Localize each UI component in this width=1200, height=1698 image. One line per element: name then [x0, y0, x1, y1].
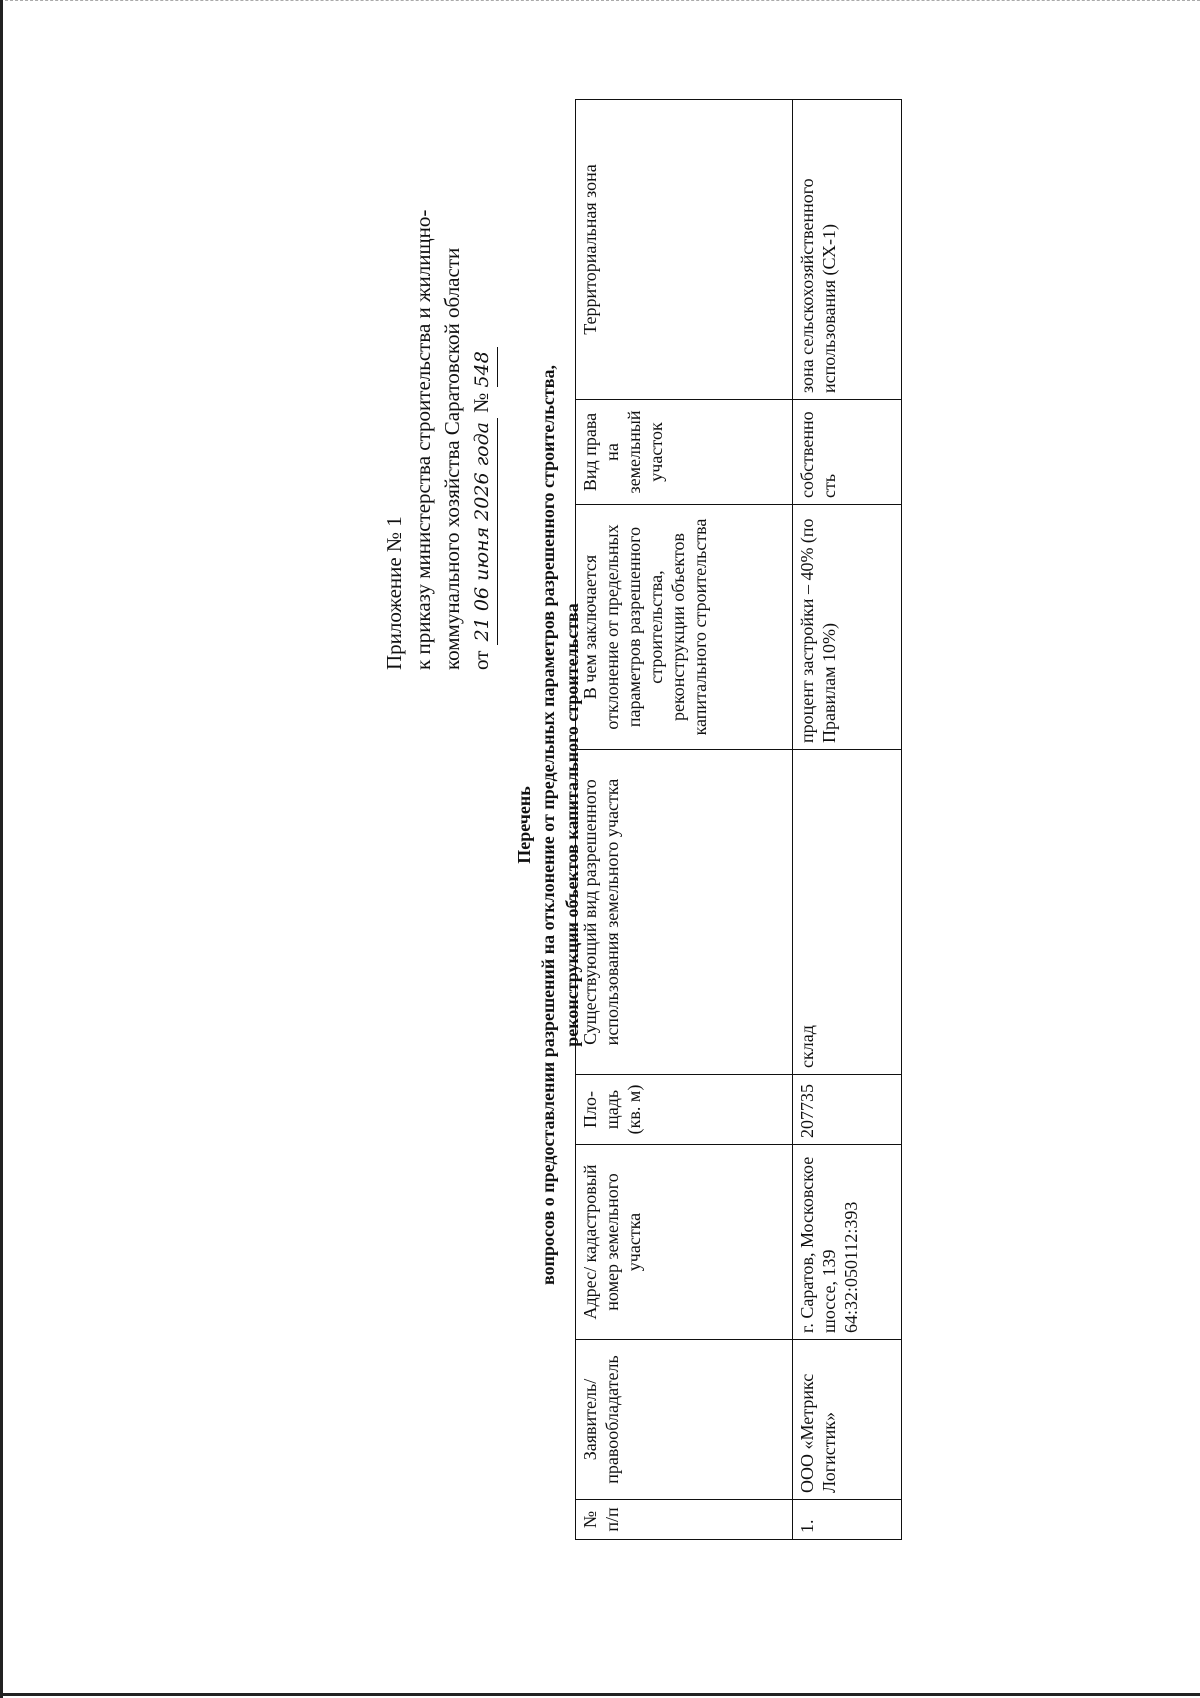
column-header: Пло-щадь (кв. м): [576, 1075, 793, 1145]
rotated-page-content: [380, 100, 900, 1550]
table-row: [793, 100, 902, 1540]
date-prefix: от: [469, 650, 493, 670]
cell-zone: зона сельскохозяйственного использования (СХ-1): [793, 100, 902, 400]
page-left-edge: [0, 0, 3, 1698]
handwritten-number: 548: [468, 347, 498, 387]
cell-num: 1.: [793, 1500, 902, 1540]
column-header: Вид права на земельный участок: [576, 400, 793, 505]
table-header-row: [576, 100, 793, 1540]
cell-address: г. Саратов, Московское шоссе, 139 64:32:050112:393: [793, 1145, 902, 1340]
page-top-edge: [0, 0, 1200, 2]
column-header: Существующий вид разрешенного использования земельного участка: [576, 750, 793, 1075]
appendix-header: [380, 110, 498, 670]
appendix-order-line: к приказу министерства строительства и жилищно-: [411, 209, 435, 670]
column-header: Заявитель/ правообладатель: [576, 1340, 793, 1500]
cell-area: 207735: [793, 1075, 902, 1145]
handwritten-date: 21 06 июня 2026 года: [468, 418, 498, 645]
cell-deviation: процент застройки – 40% (по Правилам 10%): [793, 505, 902, 750]
title-line-1: вопросов о предоставлении разрешений на отклонение от предельных параметров разрешенного строительства,: [538, 365, 558, 1285]
title-line-2: реконструкции объектов капитального строительства: [562, 603, 582, 1047]
title-heading: Перечень: [514, 786, 534, 864]
permits-table: [575, 99, 902, 1540]
cell-right-type: собственность: [793, 400, 902, 505]
appendix-date-line: [467, 110, 498, 670]
document-title: [512, 100, 584, 1550]
column-header: Адрес/ кадастровый номер земельного участка: [576, 1145, 793, 1340]
column-header: В чем заключается отклонение от предельных параметров разрешенного строительства, реконструкции объектов капитального строительства: [576, 505, 793, 750]
number-prefix: №: [469, 392, 493, 413]
column-header: Территориальная зона: [576, 100, 793, 400]
appendix-ministry-line: коммунального хозяйства Саратовской области: [440, 247, 464, 670]
appendix-title: Приложение № 1: [382, 516, 406, 670]
column-header: № п/п: [576, 1500, 793, 1540]
cell-applicant: ООО «Метрикс Логистик»: [793, 1340, 902, 1500]
page-bottom-edge: [0, 1693, 1200, 1696]
cell-use-type: склад: [793, 750, 902, 1075]
